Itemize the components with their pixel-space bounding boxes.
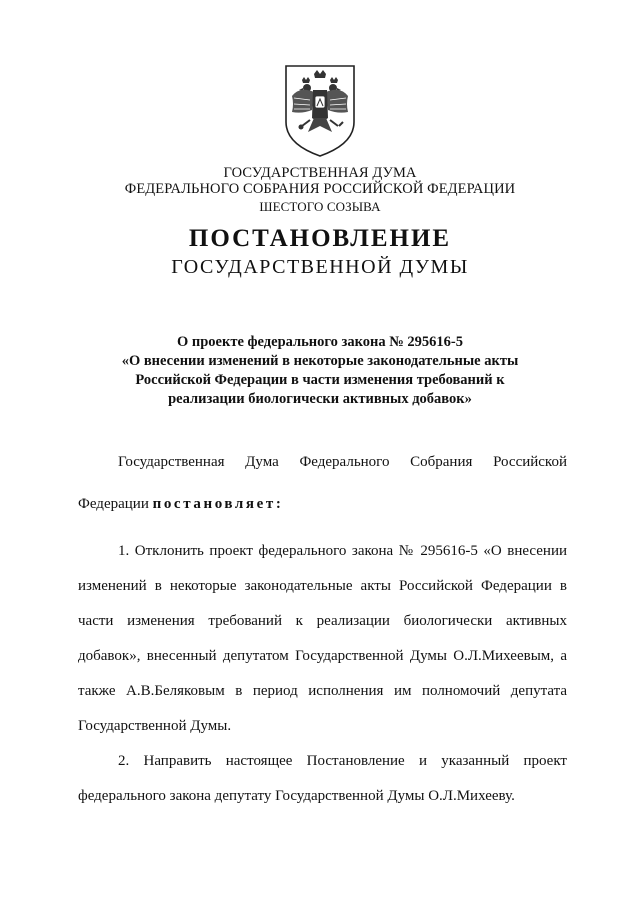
item-2-line: федерального закона депутату Государственной Думы О.Л.Михееву. [78,788,515,804]
preamble-line [78,494,567,514]
preamble-line: Государственная Дума Федерального Собрания Российской [118,454,567,470]
document-subtitle: ГОСУДАРСТВЕННОЙ ДУМЫ [171,256,469,278]
item-1-line: изменений в некоторые законодательные акты Российской Федерации в [78,578,567,594]
document-title: ПОСТАНОВЛЕНИЕ [188,225,452,252]
item-1-line: части изменения требований к реализации биологически активных [78,613,567,629]
item-1-line: также А.В.Беляковым в период исполнения им полномочий депутата [78,683,567,699]
subject-line: Российской Федерации в части изменения требований к [135,372,505,388]
header-federal-assembly: ФЕДЕРАЛЬНОГО СОБРАНИЯ РОССИЙСКОЙ ФЕДЕРАЦИИ [124,181,516,197]
item-1-line: Государственной Думы. [78,718,232,734]
header-convocation: ШЕСТОГО СОЗЫВА [259,199,381,214]
item-1-line: 1. Отклонить проект федерального закона № 295616-5 «О внесении [118,543,567,559]
header-duma: ГОСУДАРСТВЕННАЯ ДУМА [223,165,417,181]
item-1-line: добавок», внесенный депутатом Государственной Думы О.Л.Михеевым, а [78,648,567,664]
resolves-keyword: постановляет: [152,496,284,512]
subject-line: реализации биологически активных добавок» [168,391,472,407]
item-2-line: 2. Направить настоящее Постановление и указанный проект [118,753,567,769]
coat-of-arms-emblem [280,60,360,160]
double-headed-eagle-icon [280,60,360,160]
subject-line: О проекте федерального закона № 295616-5 [176,334,464,350]
preamble-text: Федерации [78,496,153,512]
subject-line: «О внесении изменений в некоторые законодательные акты [121,353,519,369]
